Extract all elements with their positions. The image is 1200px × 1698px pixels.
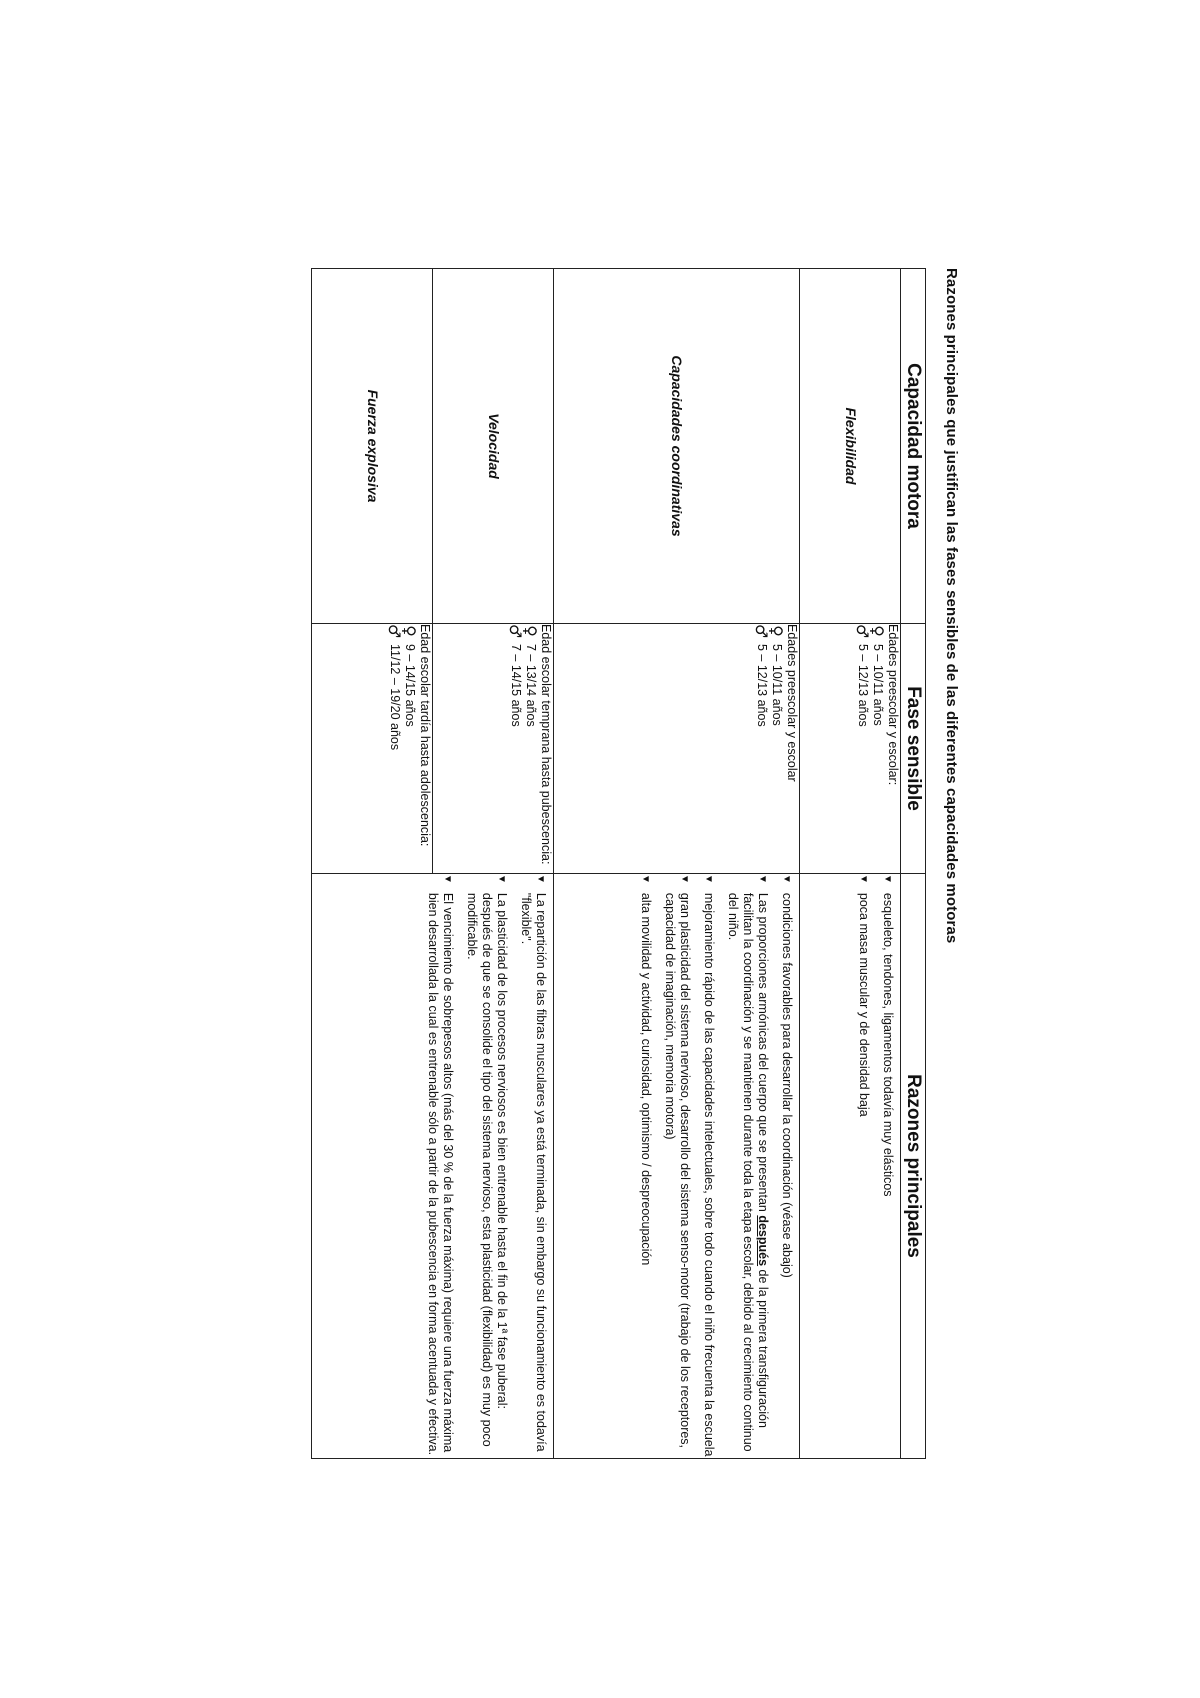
- triangle-bullet-icon: ▼: [535, 874, 546, 884]
- capacity-name: Capacidades coordinativas: [669, 355, 686, 537]
- phase-cell: [433, 624, 554, 874]
- capacity-name: Fuerza explosiva: [365, 389, 381, 503]
- reason-text: alta movilidad y actividad, curiosidad, optimismo / despreocupación: [639, 892, 653, 1266]
- capacity-cell: [433, 269, 554, 624]
- list-item: [464, 874, 509, 1458]
- triangle-bullet-icon: ▼: [781, 874, 792, 884]
- female-symbol-icon: ♀: [868, 625, 887, 637]
- list-item: [701, 874, 716, 1458]
- triangle-bullet-icon: ▼: [703, 874, 714, 884]
- male-symbol-icon: ♂: [752, 624, 771, 639]
- reason-text: poca masa muscular y de densidad baja: [857, 892, 871, 1117]
- phase-intro: Edades preescolar y escolar: [785, 624, 799, 782]
- male-range: 5 – 12/13 años: [755, 644, 769, 727]
- table-row: [800, 269, 901, 1459]
- phase-intro: Edad escolar tardía hasta adolescencia:: [418, 624, 432, 847]
- triangle-bullet-icon: ▼: [496, 874, 507, 884]
- reasons-cell: [554, 874, 800, 1459]
- reason-text: La repartición de las fibras musculares ya está terminada, sin embargo su funcionamiento es todavía "flexible".: [519, 892, 548, 1452]
- triangle-bullet-icon: ▼: [757, 874, 768, 884]
- female-symbol-icon: ♀: [400, 625, 419, 637]
- table-header-row: [901, 269, 926, 1459]
- reason-text: esqueleto, tendones, ligamentos todavía muy elásticos: [881, 892, 895, 1197]
- phase-cell: [800, 624, 901, 874]
- female-symbol-icon: ♀: [767, 625, 786, 637]
- header-capacity: Capacidad motora: [901, 269, 926, 624]
- list-item: [662, 874, 692, 1458]
- list-item: [725, 874, 770, 1458]
- male-symbol-icon: ♂: [385, 624, 404, 639]
- phase-cell: [312, 624, 433, 874]
- reason-text-part: Las proporciones armónicas del cuerpo que se presentan: [756, 892, 770, 1212]
- list-item: [638, 874, 653, 1458]
- capacity-cell: [554, 269, 800, 624]
- male-symbol-icon: ♂: [853, 624, 872, 639]
- capacity-cell: [800, 269, 901, 624]
- reason-text: [725, 893, 770, 1458]
- male-symbol-icon: ♂: [506, 624, 525, 639]
- male-range: 11/12 – 19/20 años: [388, 644, 402, 751]
- capacities-table: [311, 268, 926, 1459]
- triangle-bullet-icon: ▼: [679, 874, 690, 884]
- list-item: [779, 874, 794, 1458]
- table-row: [433, 269, 554, 1459]
- list-item: [880, 874, 895, 1458]
- document-title: Razones principales que justifican las fases sensibles de las diferentes capacidades motoras: [943, 268, 960, 944]
- male-range: 7 – 14/15 años: [509, 644, 523, 727]
- reason-text: mejoramiento rápido de las capacidades intelectuales, sobre todo cuando el niño frecuenta la escuela: [702, 892, 716, 1457]
- reason-text: El vencimiento de sobrepesos altos (más del 30 % de la fuerza máxima) requiere una fuerza máxima bien desarrollada la cual es entrenable sólo a partir de la pubescencia en forma acentuada y efectiva.: [426, 892, 455, 1456]
- female-range: 5 – 10/11 años: [770, 644, 784, 726]
- header-phase: Fase sensible: [901, 624, 926, 874]
- triangle-bullet-icon: ▼: [640, 874, 651, 884]
- capacity-cell: [312, 269, 433, 624]
- female-range: 5 – 10/11 años: [871, 644, 885, 726]
- female-range: 9 – 14/15 años: [403, 644, 417, 727]
- reason-text: condiciones favorables para desarrollar la coordinación (véase abajo): [780, 892, 794, 1278]
- triangle-bullet-icon: ▼: [858, 874, 869, 884]
- triangle-bullet-icon: ▼: [442, 874, 453, 884]
- rotated-document: [240, 268, 960, 1458]
- capacity-name: Velocidad: [486, 413, 502, 479]
- reasons-cell: [312, 874, 554, 1459]
- reasons-cell: [800, 874, 901, 1459]
- list-item: [856, 874, 871, 1458]
- phase-cell: [554, 624, 800, 874]
- emphasis-text: después: [756, 1215, 770, 1267]
- reason-text: La plasticidad de los procesos nerviosos es bien entrenable hasta el fin de la 1ª fase puberal: después de que se consolide el tipo del sistema nervioso, esta plasticidad (flexibilidad) es muy poco modificable.: [465, 892, 509, 1447]
- capacity-name: Flexibilidad: [843, 407, 859, 485]
- header-reasons: Razones principales: [901, 874, 926, 1459]
- male-range: 5 – 12/13 años: [856, 644, 870, 727]
- list-item: [518, 874, 548, 1458]
- table-row: [554, 269, 800, 1459]
- female-symbol-icon: ♀: [521, 625, 540, 637]
- phase-intro: Edades preescolar y escolar:: [886, 624, 900, 786]
- female-range: 7 – 13/14 años: [524, 644, 538, 727]
- list-item: [425, 874, 455, 1458]
- triangle-bullet-icon: ▼: [882, 874, 893, 884]
- reason-text-part: de la primera transfiguración facilitan la coordinación y se mantienen durante toda la etapa escolar, debido al crecimiento continuo del niño.: [726, 892, 770, 1452]
- reason-text: gran plasticidad del sistema nervioso, desarrollo del sistema senso-motor (trabajo de los receptores, capacidad de imaginación, memoria motora): [663, 892, 692, 1449]
- phase-intro: Edad escolar temprana hasta pubescencia:: [539, 624, 553, 865]
